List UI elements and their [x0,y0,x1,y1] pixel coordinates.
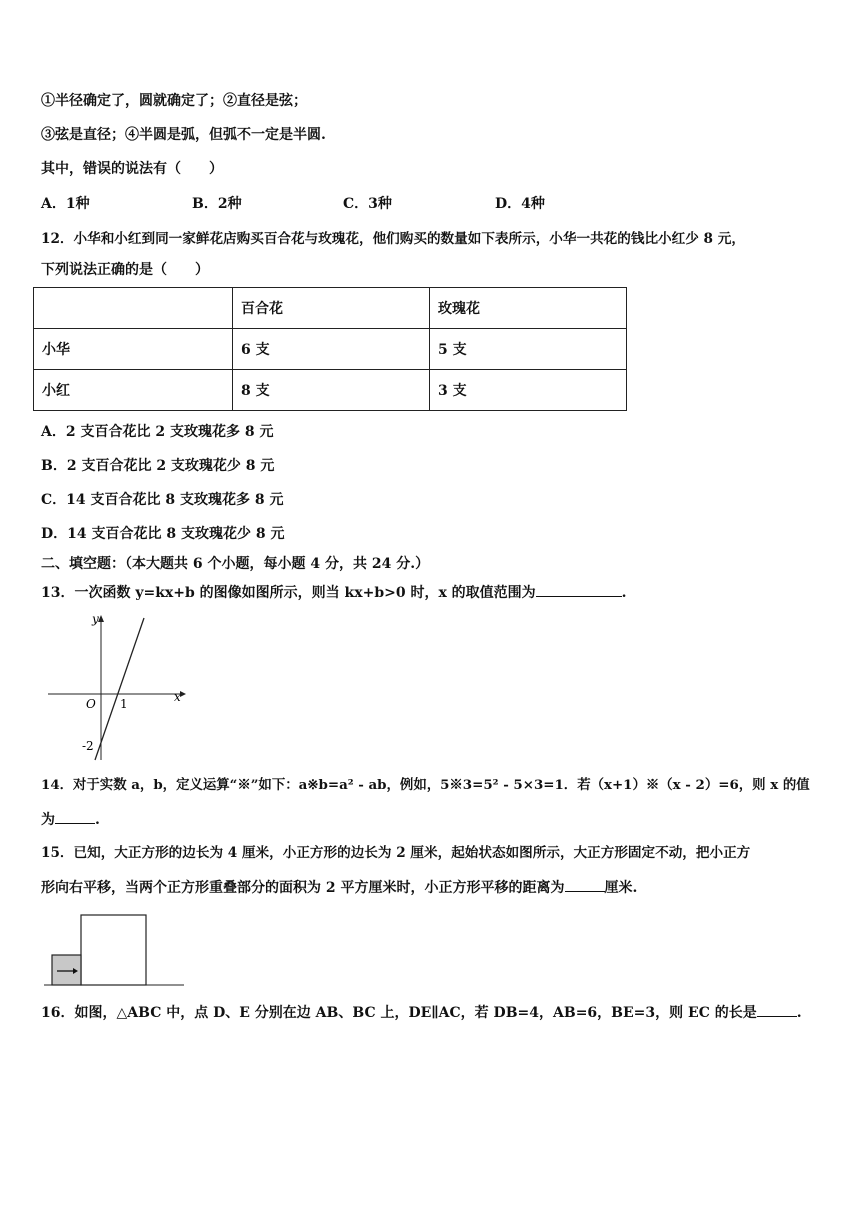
q16-text [41,1002,802,1023]
q12-option-b: B．2 支百合花比 2 支玫瑰花少 8 元 [41,458,275,474]
q12-table [33,287,627,411]
q11-statement-2: ③弦是直径；④半圆是弧，但弧不一定是半圆. [41,127,326,143]
q12-text-line2: 下列说法正确的是（ ） [41,262,209,278]
q14-text-line2 [41,809,100,830]
table-header-cell: 百合花 [233,288,430,329]
q15-text-line1: 15．已知，大正方形的边长为 4 厘米，小正方形的边长为 2 厘米，起始状态如图所示，大正方形固定不动，把小正方 [41,845,751,861]
q11-question: 其中，错误的说法有（ ） [41,161,223,177]
q11-choices [41,193,641,213]
q12-option-a: A．2 支百合花比 2 支玫瑰花多 8 元 [41,424,274,440]
table-cell: 6 支 [233,329,430,370]
origin-label: O [86,697,96,711]
table-cell: 5 支 [430,329,627,370]
y-axis-label: y [92,612,99,626]
q13-question: 13．一次函数 y=kx+b 的图像如图所示，则当 kx+b>0 时，x 的取值范围为 [41,585,536,601]
q13-end: . [621,585,627,601]
q15-text-line2 [41,877,637,898]
table-header-cell: 玫瑰花 [430,288,627,329]
section-heading: 二、填空题：（本大题共 6 个小题，每小题 4 分，共 24 分.） [41,556,430,572]
table-cell: 8 支 [233,370,430,411]
table-header-cell [34,288,233,329]
q14-answer-blank[interactable] [55,809,95,824]
q11-choice-c: C．3种 [343,196,392,212]
q13-text [41,582,627,603]
q15-answer-blank[interactable] [565,877,605,892]
q12-text-line1: 12．小华和小红到同一家鲜花店购买百合花与玫瑰花，他们购买的数量如下表所示，小华一共花的钱比小红少 8 元， [41,231,745,247]
q15-squares-figure [44,910,189,988]
q11-choice-d: D．4种 [495,196,545,212]
large-square [81,915,146,985]
q16-question: 16．如图，△ABC 中，点 D、E 分别在边 AB、BC 上，DE∥AC，若 DB=4，AB=6，BE=3，则 EC 的长是 [41,1005,757,1021]
table-row [34,329,627,370]
table-cell: 小红 [34,370,233,411]
x-axis-arrow-icon [180,691,186,697]
small-square [52,955,81,985]
q15-prefix: 形向右平移，当两个正方形重叠部分的面积为 2 平方厘米时，小正方形平移的距离为 [41,880,565,896]
x-tick-label: 1 [120,697,128,711]
table-cell: 3 支 [430,370,627,411]
table-cell: 小华 [34,329,233,370]
q14-end: . [95,812,100,828]
function-line [95,618,144,760]
q15-suffix: 厘米. [604,880,638,896]
q12-option-d: D．14 支百合花比 8 支玫瑰花少 8 元 [41,526,285,542]
x-axis-label: x [174,690,181,704]
q13-function-graph [40,610,190,770]
q12-option-c: C．14 支百合花比 8 支玫瑰花多 8 元 [41,492,284,508]
y-tick-label: -2 [82,739,94,753]
table-row [34,370,627,411]
q11-statement-1: ①半径确定了，圆就确定了；②直径是弦； [41,93,307,109]
q11-choice-b: B．2种 [192,196,242,212]
q13-answer-blank[interactable] [536,582,622,597]
table-row [34,288,627,329]
q16-end: . [796,1005,802,1021]
q11-choice-a: A．1种 [41,196,90,212]
q14-prefix: 为 [41,812,55,828]
q14-text-line1: 14．对于实数 a，b，定义运算“※”如下：a※b=a² - ab，例如，5※3=5² - 5×3=1．若（x+1）※（x - 2）=6，则 x 的值 [41,777,810,793]
y-axis-arrow-icon [98,615,104,622]
q16-answer-blank[interactable] [757,1002,797,1017]
